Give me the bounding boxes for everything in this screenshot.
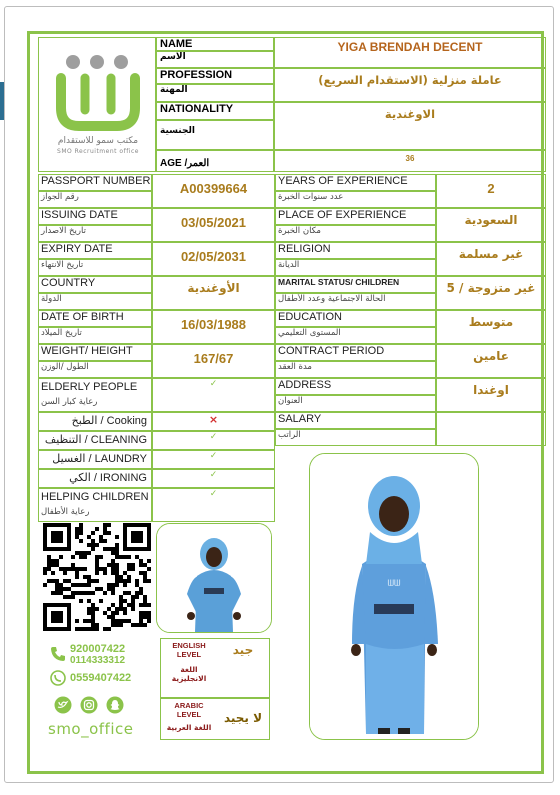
skill-label-cell [38, 431, 152, 450]
skill-row [38, 412, 275, 431]
skill-label: الكي / IRONING [69, 472, 147, 484]
header-labels [156, 37, 274, 172]
check-icon: ✓ [152, 378, 275, 412]
left_rows-value: الأوغندية [152, 276, 275, 310]
right_rows-label-cell [275, 208, 436, 242]
phone-1: 920007422 [70, 643, 126, 655]
skill-label: الطبخ / Cooking [71, 415, 147, 427]
nationality-value: الاوغندية [274, 102, 546, 150]
phone-2: 0114333312 [70, 655, 126, 666]
left_rows-row [38, 344, 275, 378]
left_rows-label-ar: الدولة [38, 293, 152, 310]
right_rows-label: ADDRESS [275, 378, 436, 395]
age-label: AGE /العمر [156, 150, 274, 172]
right_rows-label: RELIGION [275, 242, 436, 259]
arabic-level-label: ARABIC LEVEL [174, 701, 204, 719]
skill-label-cell [38, 488, 152, 522]
right_rows-row [275, 276, 546, 310]
skill-label-cell [38, 412, 152, 431]
snapchat-icon [106, 696, 124, 714]
phone-icon [50, 646, 66, 662]
logo-icon [43, 48, 153, 140]
large-photo [309, 453, 479, 740]
left_rows-label: DATE OF BIRTH [38, 310, 152, 327]
skill-label-cell [38, 378, 152, 412]
right_rows-label: PLACE OF EXPERIENCE [275, 208, 436, 225]
left_rows-value: 02/05/2031 [152, 242, 275, 276]
right_rows-row [275, 242, 546, 276]
right_rows-label-cell [275, 174, 436, 208]
right_rows-label: EDUCATION [275, 310, 436, 327]
left_rows-label: COUNTRY [38, 276, 152, 293]
right_rows-row [275, 344, 546, 378]
cross-icon: × [152, 412, 275, 431]
company-name-ar: مكتب سمو للاستقدام [57, 136, 139, 146]
english-level-box [160, 638, 270, 698]
left_rows-value: A00399664 [152, 174, 275, 208]
nationality-label-ar: الجنسية [156, 120, 274, 150]
left_rows-label: EXPIRY DATE [38, 242, 152, 259]
svg-text:ᗯᗯ: ᗯᗯ [387, 579, 401, 589]
name-label-ar: الاسم [156, 51, 274, 68]
age-value: 36 [274, 150, 546, 172]
skill-label-ar: رعاية الأطفال [41, 507, 90, 517]
right_rows-label: MARITAL STATUS/ CHILDREN [275, 276, 436, 293]
left_rows-row [38, 242, 275, 276]
right_rows-label-ar: مكان الخبرة [275, 225, 436, 242]
arabic-level-value: لا يجيد [223, 711, 263, 725]
right_rows-label-ar: عدد سنوات الخبرة [275, 191, 436, 208]
skill-row [38, 450, 275, 469]
name-value: YIGA BRENDAH DECENT [274, 37, 546, 68]
right_rows-label: YEARS OF EXPERIENCE [275, 174, 436, 191]
skill-row [38, 431, 275, 450]
worker-photo-large [310, 454, 478, 739]
check-icon: ✓ [152, 431, 275, 450]
english-level-label: ENGLISH LEVEL [172, 641, 206, 659]
skill-row [38, 488, 275, 522]
qr-code-icon [42, 523, 152, 631]
instagram-icon [80, 696, 98, 714]
right_rows-row [275, 310, 546, 344]
right_rows-label-ar: الراتب [275, 429, 436, 446]
right_rows-label-ar: العنوان [275, 395, 436, 412]
right_rows-value: عامين [436, 344, 546, 378]
right_rows-value: متوسط [436, 310, 546, 344]
right_rows-label-ar: الديانة [275, 259, 436, 276]
skill-label-ar: رعاية كبار السن [41, 397, 98, 407]
right_rows-label-cell [275, 310, 436, 344]
small-photo [156, 523, 272, 633]
right_rows-label-ar: المستوى التعليمي [275, 327, 436, 344]
profession-label-ar: المهنة [156, 84, 274, 102]
right_rows-row [275, 174, 546, 208]
arabic-level-label-ar: اللغة العربية [166, 723, 212, 732]
right_rows-value: غير متزوجة / 5 [436, 276, 546, 310]
whatsapp-number: 0559407422 [70, 672, 132, 684]
skill-label: الغسيل / LAUNDRY [52, 453, 147, 465]
left_rows-label: WEIGHT/ HEIGHT [38, 344, 152, 361]
right_rows-label-cell [275, 378, 436, 412]
left_rows-label-cell [38, 310, 152, 344]
right_rows-value [436, 412, 546, 446]
right_rows-label-cell [275, 242, 436, 276]
header-values [274, 37, 546, 172]
check-icon: ✓ [152, 488, 275, 522]
right_rows-label-cell [275, 276, 436, 310]
check-icon: ✓ [152, 469, 275, 488]
left_rows-label-cell [38, 276, 152, 310]
skill-label: ELDERLY PEOPLE [41, 381, 138, 393]
left_rows-value: 16/03/1988 [152, 310, 275, 344]
left_rows-label-cell [38, 174, 152, 208]
skill-row [38, 469, 275, 488]
right_rows-label-ar: الحالة الاجتماعية وعدد الأطفال [275, 293, 436, 310]
skill-label-cell [38, 469, 152, 488]
left_rows-label: ISSUING DATE [38, 208, 152, 225]
right_rows-row [275, 412, 546, 446]
right_rows-row [275, 208, 546, 242]
worker-photo-small [157, 524, 271, 632]
right_rows-label: CONTRACT PERIOD [275, 344, 436, 361]
left_rows-row [38, 174, 275, 208]
english-level-value: جيد [232, 643, 254, 657]
profession-value: عاملة منزلية (الاستقدام السريع) [274, 68, 546, 102]
left_rows-label-ar: تاريخ الميلاد [38, 327, 152, 344]
profession-label: PROFESSION [156, 68, 274, 84]
name-label: NAME [156, 37, 274, 51]
left_rows-label-ar: تاريخ الاصدار [38, 225, 152, 242]
whatsapp-icon [50, 670, 66, 686]
side-marker [0, 82, 4, 120]
english-level-label-ar: اللغة الانجليزية [171, 665, 207, 683]
twitter-icon [54, 696, 72, 714]
left_rows-label-ar: الطول /الوزن [38, 361, 152, 378]
left_rows-label-cell [38, 344, 152, 378]
right_rows-value: غير مسلمة [436, 242, 546, 276]
check-icon: ✓ [152, 450, 275, 469]
company-name-en: SMO Recruitment office [57, 148, 139, 155]
right_rows-label-cell [275, 344, 436, 378]
left_rows-label-cell [38, 242, 152, 276]
skill-label: التنظيف / CLEANING [44, 434, 147, 446]
right_rows-value: 2 [436, 174, 546, 208]
social-handle: smo_office [48, 720, 134, 738]
skill-row [38, 378, 275, 412]
right_rows-row [275, 378, 546, 412]
left_rows-label-ar: رقم الجواز [38, 191, 152, 208]
skill-label-cell [38, 450, 152, 469]
right_rows-label-cell [275, 412, 436, 446]
nationality-label: NATIONALITY [156, 102, 274, 120]
left_rows-label-cell [38, 208, 152, 242]
left_rows-label-ar: تاريخ الانتهاء [38, 259, 152, 276]
right_rows-value: اوغندا [436, 378, 546, 412]
right_rows-label: SALARY [275, 412, 436, 429]
left_rows-row [38, 310, 275, 344]
left_rows-row [38, 208, 275, 242]
contact-block [40, 638, 155, 742]
qr-code [42, 523, 152, 631]
logo-box [38, 37, 156, 172]
left_rows-value: 03/05/2021 [152, 208, 275, 242]
right_rows-value: السعودية [436, 208, 546, 242]
left_rows-label: PASSPORT NUMBER [38, 174, 152, 191]
right_rows-label-ar: مدة العقد [275, 361, 436, 378]
arabic-level-box [160, 698, 270, 740]
left_rows-value: 167/67 [152, 344, 275, 378]
skill-label: HELPING CHILDREN [41, 491, 149, 503]
left_rows-row [38, 276, 275, 310]
